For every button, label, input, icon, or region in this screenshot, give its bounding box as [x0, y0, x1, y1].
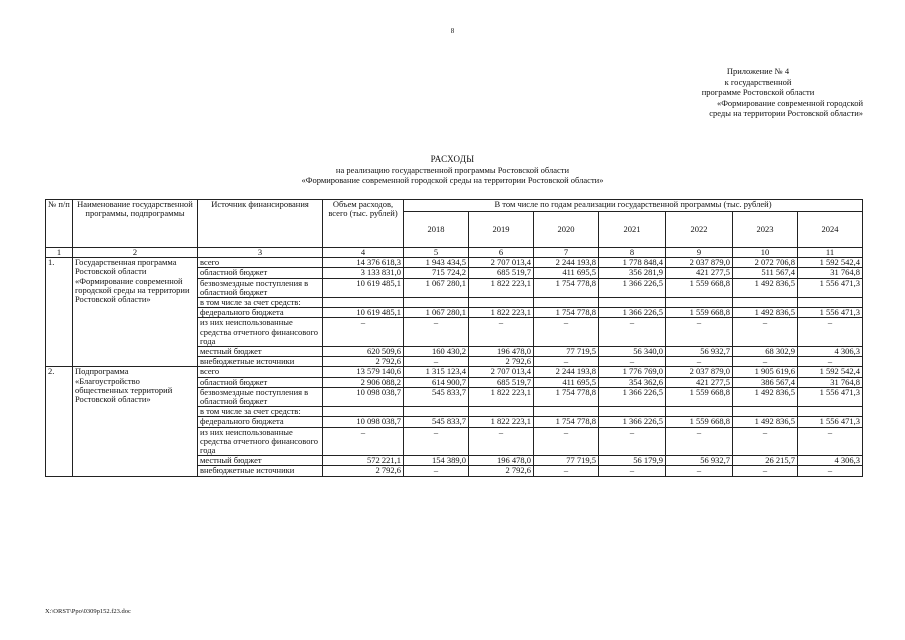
year-value: 1 776 769,0: [599, 367, 666, 377]
funding-source: всего: [198, 367, 323, 377]
expenses-table: [45, 199, 863, 477]
page-number: 8: [450, 27, 455, 35]
table-row: [46, 367, 863, 377]
appendix-line: Приложение № 4: [726, 66, 790, 76]
year-value: –: [599, 318, 666, 347]
column-index-row: [46, 248, 863, 258]
column-index-cell: 3: [198, 248, 323, 258]
year-value: –: [599, 466, 666, 476]
appendix-block: [603, 66, 863, 119]
year-value: 1 592 542,4: [798, 258, 863, 268]
header-name: Наименование государственной программы, подпрограммы: [73, 200, 198, 248]
header-num: № п/п: [46, 200, 73, 248]
year-value: 56 932,7: [666, 347, 733, 357]
column-index-cell: 10: [733, 248, 798, 258]
year-value: 356 281,9: [599, 268, 666, 278]
year-value: –: [733, 466, 798, 476]
year-value: –: [798, 466, 863, 476]
year-value: 545 833,7: [404, 387, 469, 406]
year-value: 1 943 434,5: [404, 258, 469, 268]
year-value: 77 719,5: [534, 347, 599, 357]
header-source: Источник финансирования: [198, 200, 323, 248]
header-year: 2024: [798, 212, 863, 248]
row-number: 1.: [46, 258, 73, 367]
year-value: 31 764,8: [798, 268, 863, 278]
year-value: 2 244 193,8: [534, 258, 599, 268]
year-value: 1 559 668,8: [666, 417, 733, 427]
funding-source: в том числе за счет средств:: [198, 407, 323, 417]
year-value: 411 695,5: [534, 268, 599, 278]
header-year: 2021: [599, 212, 666, 248]
year-value: [534, 407, 599, 417]
year-value: 1 067 280,1: [404, 308, 469, 318]
funding-source: областной бюджет: [198, 268, 323, 278]
year-value: 1 492 836,5: [733, 387, 798, 406]
year-value: 1 559 668,8: [666, 387, 733, 406]
year-value: 1 754 778,8: [534, 387, 599, 406]
year-value: 2 707 013,4: [469, 258, 534, 268]
year-value: 1 778 848,4: [599, 258, 666, 268]
column-index-cell: 4: [323, 248, 404, 258]
header-year: 2019: [469, 212, 534, 248]
year-value: –: [404, 466, 469, 476]
appendix-line: «Формирование современной городской: [716, 97, 863, 108]
column-index-cell: 8: [599, 248, 666, 258]
year-value: 1 754 778,8: [534, 417, 599, 427]
header-years-group: В том числе по годам реализации государственной программы (тыс. рублей): [404, 200, 863, 212]
year-value: –: [469, 427, 534, 456]
year-value: [599, 298, 666, 308]
year-value: 411 695,5: [534, 377, 599, 387]
funding-source: местный бюджет: [198, 347, 323, 357]
header-total: Объем расходов, всего (тыс. рублей): [323, 200, 404, 248]
appendix-line: среды на территории Ростовской области»: [709, 108, 863, 118]
year-value: 685 519,7: [469, 377, 534, 387]
year-value: [534, 298, 599, 308]
year-value: 2 792,6: [469, 357, 534, 367]
header-year: 2018: [404, 212, 469, 248]
year-value: –: [404, 427, 469, 456]
year-value: 68 302,9: [733, 347, 798, 357]
year-value: 511 567,4: [733, 268, 798, 278]
year-value: –: [534, 466, 599, 476]
total-value: 2 792,6: [323, 466, 404, 476]
funding-source: внебюджетные источники: [198, 357, 323, 367]
row-number: 2.: [46, 367, 73, 476]
year-value: 614 900,7: [404, 377, 469, 387]
total-value: 572 221,1: [323, 456, 404, 466]
year-value: 4 306,3: [798, 456, 863, 466]
funding-source: областной бюджет: [198, 377, 323, 387]
header-year: 2023: [733, 212, 798, 248]
total-value: 10 098 038,7: [323, 417, 404, 427]
column-index-cell: 7: [534, 248, 599, 258]
year-value: –: [666, 357, 733, 367]
year-value: 1 556 471,3: [798, 387, 863, 406]
year-value: [733, 407, 798, 417]
year-value: 1 592 542,4: [798, 367, 863, 377]
table-row: [46, 258, 863, 268]
funding-source: из них неиспользованные средства отчетного финансового года: [198, 318, 323, 347]
year-value: 56 179,9: [599, 456, 666, 466]
total-value: 3 133 831,0: [323, 268, 404, 278]
year-value: 1 754 778,8: [534, 278, 599, 297]
year-value: 2 072 706,8: [733, 258, 798, 268]
year-value: 1 366 226,5: [599, 278, 666, 297]
funding-source: федерального бюджета: [198, 417, 323, 427]
total-value: 10 619 485,1: [323, 308, 404, 318]
year-value: 1 905 619,6: [733, 367, 798, 377]
total-value: –: [323, 318, 404, 347]
year-value: 2 037 879,0: [666, 258, 733, 268]
year-value: 1 559 668,8: [666, 308, 733, 318]
year-value: 1 492 836,5: [733, 278, 798, 297]
column-index-cell: 5: [404, 248, 469, 258]
year-value: 26 215,7: [733, 456, 798, 466]
year-value: 1 754 778,8: [534, 308, 599, 318]
year-value: 1 556 471,3: [798, 417, 863, 427]
funding-source: в том числе за счет средств:: [198, 298, 323, 308]
year-value: 1 822 223,1: [469, 308, 534, 318]
funding-source: безвозмездные поступления в областной бюджет: [198, 387, 323, 406]
year-value: –: [404, 318, 469, 347]
year-value: 56 340,0: [599, 347, 666, 357]
year-value: 2 244 193,8: [534, 367, 599, 377]
appendix-line: к государственной: [724, 76, 792, 87]
total-value: 13 579 140,6: [323, 367, 404, 377]
header-year: 2022: [666, 212, 733, 248]
year-value: 545 833,7: [404, 417, 469, 427]
funding-source: безвозмездные поступления в областной бюджет: [198, 278, 323, 297]
year-value: 1 822 223,1: [469, 387, 534, 406]
year-value: –: [534, 318, 599, 347]
total-value: [323, 407, 404, 417]
year-value: 1 556 471,3: [798, 278, 863, 297]
year-value: 354 362,6: [599, 377, 666, 387]
year-value: 1 822 223,1: [469, 417, 534, 427]
year-value: –: [798, 427, 863, 456]
year-value: 421 277,5: [666, 268, 733, 278]
total-value: 620 509,6: [323, 347, 404, 357]
year-value: 421 277,5: [666, 377, 733, 387]
year-value: –: [599, 427, 666, 456]
total-value: 14 376 618,3: [323, 258, 404, 268]
year-value: –: [798, 357, 863, 367]
year-value: 77 719,5: [534, 456, 599, 466]
year-value: 1 366 226,5: [599, 417, 666, 427]
year-value: 1 556 471,3: [798, 308, 863, 318]
funding-source: федерального бюджета: [198, 308, 323, 318]
year-value: –: [666, 427, 733, 456]
total-value: –: [323, 427, 404, 456]
year-value: –: [798, 318, 863, 347]
document-subtitle: на реализацию государственной программы Ростовской области: [335, 164, 570, 175]
program-name: Государственная программа Ростовской области «Формирование современной городской среды на территории Ростовской области»: [73, 258, 198, 367]
year-value: 2 037 879,0: [666, 367, 733, 377]
file-path-footer: X:\ORST\Ppo\0309p152.f23.doc: [45, 608, 131, 615]
column-index-cell: 6: [469, 248, 534, 258]
year-value: 1 559 668,8: [666, 278, 733, 297]
document-subtitle: «Формирование современной городской среды на территории Ростовской области»: [301, 175, 604, 185]
column-index-cell: 9: [666, 248, 733, 258]
year-value: 1 067 280,1: [404, 278, 469, 297]
column-index-cell: 2: [73, 248, 198, 258]
year-value: 1 492 836,5: [733, 308, 798, 318]
year-value: 1 366 226,5: [599, 387, 666, 406]
total-value: [323, 298, 404, 308]
year-value: –: [599, 357, 666, 367]
year-value: [733, 298, 798, 308]
year-value: 715 724,2: [404, 268, 469, 278]
year-value: [599, 407, 666, 417]
year-value: 1 366 226,5: [599, 308, 666, 318]
year-value: 56 932,7: [666, 456, 733, 466]
program-name: Подпрограмма «Благоустройство общественных территорий Ростовской области»: [73, 367, 198, 476]
year-value: –: [733, 357, 798, 367]
year-value: 160 430,2: [404, 347, 469, 357]
year-value: 154 389,0: [404, 456, 469, 466]
year-value: –: [534, 357, 599, 367]
year-value: [404, 298, 469, 308]
year-value: –: [733, 318, 798, 347]
year-value: [666, 407, 733, 417]
year-value: –: [666, 466, 733, 476]
document-heading: [0, 154, 905, 186]
year-value: 196 478,0: [469, 347, 534, 357]
year-value: –: [534, 427, 599, 456]
total-value: 10 619 485,1: [323, 278, 404, 297]
year-value: 1 315 123,4: [404, 367, 469, 377]
document-title: РАСХОДЫ: [430, 154, 475, 164]
year-value: –: [469, 318, 534, 347]
year-value: 1 822 223,1: [469, 278, 534, 297]
year-value: [666, 298, 733, 308]
funding-source: из них неиспользованные средства отчетного финансового года: [198, 427, 323, 456]
year-value: 196 478,0: [469, 456, 534, 466]
funding-source: всего: [198, 258, 323, 268]
year-value: 31 764,8: [798, 377, 863, 387]
total-value: 2 792,6: [323, 357, 404, 367]
year-value: –: [404, 357, 469, 367]
year-value: [469, 298, 534, 308]
column-index-cell: 1: [46, 248, 73, 258]
year-value: –: [666, 318, 733, 347]
year-value: [469, 407, 534, 417]
year-value: 2 707 013,4: [469, 367, 534, 377]
column-index-cell: 11: [798, 248, 863, 258]
year-value: –: [733, 427, 798, 456]
year-value: 386 567,4: [733, 377, 798, 387]
total-value: 10 098 038,7: [323, 387, 404, 406]
funding-source: местный бюджет: [198, 456, 323, 466]
header-year: 2020: [534, 212, 599, 248]
year-value: 2 792,6: [469, 466, 534, 476]
year-value: 4 306,3: [798, 347, 863, 357]
appendix-line: программе Ростовской области: [701, 87, 815, 97]
year-value: 1 492 836,5: [733, 417, 798, 427]
funding-source: внебюджетные источники: [198, 466, 323, 476]
total-value: 2 906 088,2: [323, 377, 404, 387]
year-value: [798, 407, 863, 417]
year-value: 685 519,7: [469, 268, 534, 278]
year-value: [404, 407, 469, 417]
year-value: [798, 298, 863, 308]
